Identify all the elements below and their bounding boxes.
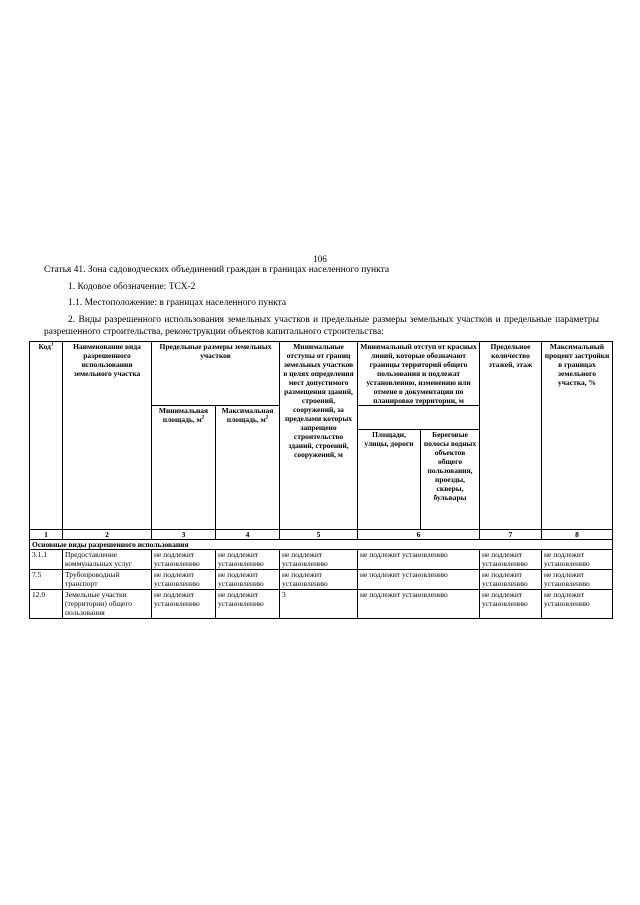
row-setback: не подлежит установлению [280,570,358,590]
row-code: 12.0 [30,590,63,619]
table-row [30,550,613,570]
row-name: Земельные участки (территории) общего пользования [63,590,152,619]
column-number: 8 [542,530,613,540]
column-number-row [30,530,613,540]
row-setback: 3 [280,590,358,619]
row-min-area: не подлежит установлению [152,570,216,590]
header-max-area: Максимальная площадь, $м^2$ [216,406,280,530]
paragraph-location: 1.1. Местоположение: в границах населенного пункта [68,298,287,308]
row-floors: не подлежит установлению [480,570,542,590]
header-red-line-setback: Минимальный отступ от красных линий, которые обозначают границы территорий общего пользования и подлежат установлению, изменению или отмене в документации по планировке территории, м [358,342,480,406]
table-row [30,570,613,590]
header-min-area: Минимальная площадь, $м^2$ [152,406,216,530]
paragraph-uses: 2. Виды разрешенного использования земельных участков и предельные размеры земельных участков и предельные параметры разрешенного строительства, реконструкции объектов капитального строительства: [44,315,599,337]
table-row [30,590,613,619]
row-red-line: не подлежит установлению [358,550,480,570]
column-number: 6 [358,530,480,540]
row-max-area: не подлежит установлению [216,570,280,590]
row-max-area: не подлежит установлению [216,550,280,570]
row-min-area: не подлежит установлению [152,550,216,570]
row-coverage: не подлежит установлению [542,570,613,590]
row-code: 3.1.1 [30,550,63,570]
section-title: Основные виды разрешенного использования [30,540,613,550]
header-floors: Предельное количество этажей, этаж [480,342,542,530]
header-coastal-strips: Береговые полосы водных объектов общего пользования, проезды, скверы, бульвары [421,430,480,530]
row-coverage: не подлежит установлению [542,550,613,570]
row-floors: не подлежит установлению [480,590,542,619]
row-max-area: не подлежит установлению [216,590,280,619]
header-plot-sizes: Предельные размеры земельных участков [152,342,280,406]
header-code: Код$^1$ [30,342,63,530]
header-name: Наименование вида разрешенного использования земельного участка [63,342,152,530]
row-code: 7.5 [30,570,63,590]
row-name: Предоставление коммунальных услуг [63,550,152,570]
paragraph-code: 1. Кодовое обозначение: ТСХ-2 [68,282,196,292]
column-number: 7 [480,530,542,540]
row-name: Трубопроводный транспорт [63,570,152,590]
row-red-line: не подлежит установлению [358,570,480,590]
row-floors: не подлежит установлению [480,550,542,570]
column-number: 3 [152,530,216,540]
header-min-setbacks: Минимальные отступы от границ земельных участков в целях определения мест допустимого размещения зданий, строений, сооружений, за пределами которых запрещено строительство зданий, строений, сооружений, м [280,342,358,530]
header-squares-streets: Площади, улицы, дороги [358,430,421,530]
article-title: Статья 41. Зона садоводческих объединений граждан в границах населенного пункта [44,265,390,275]
page-number: 106 [313,254,327,264]
column-number: 1 [30,530,63,540]
column-number: 5 [280,530,358,540]
column-number: 2 [63,530,152,540]
section-row [30,540,613,550]
header-row-1 [30,342,613,406]
column-number: 4 [216,530,280,540]
row-min-area: не подлежит установлению [152,590,216,619]
regulations-table [29,341,613,619]
row-coverage: не подлежит установлению [542,590,613,619]
header-max-coverage: Максимальный процент застройки в границах земельного участка, % [542,342,613,530]
row-red-line: не подлежит установлению [358,590,480,619]
row-setback: не подлежит установлению [280,550,358,570]
